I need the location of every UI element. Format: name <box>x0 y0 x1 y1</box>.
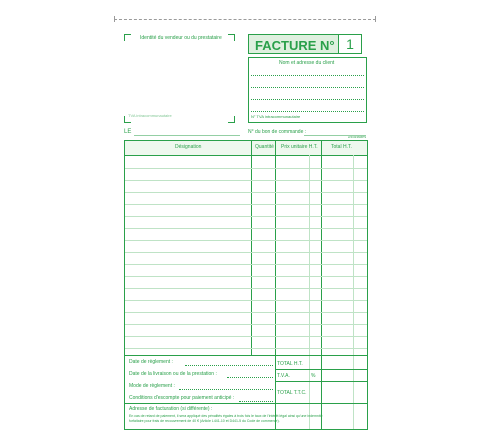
order-number-label: N° du bon de commande : <box>248 129 307 135</box>
header-unit-price: Prix unitaire H.T. <box>281 144 318 150</box>
table-row <box>125 228 367 229</box>
table-row <box>125 288 367 289</box>
seller-vat-label: TVA intracommunautaire <box>128 113 172 118</box>
invoice-title-box <box>248 34 362 54</box>
table-header <box>125 141 367 156</box>
billing-address-label: Adresse de facturation (si différente) : <box>129 406 213 412</box>
column-divider <box>275 141 276 429</box>
table-row <box>125 252 367 253</box>
delivery-date-label: Date de la livraison ou de la prestation : <box>129 371 217 377</box>
items-table <box>124 140 368 430</box>
table-row <box>125 324 367 325</box>
delivery-date-line <box>227 377 273 378</box>
client-box <box>248 57 367 123</box>
tva-label: T.V.A. <box>277 373 290 379</box>
billing-separator <box>125 403 367 404</box>
discount-label: Conditions d'escompte pour paiement anticipé : <box>129 395 235 401</box>
client-line <box>251 75 364 76</box>
invoice-title: FACTURE N° <box>255 38 335 53</box>
header-designation: Désignation <box>175 144 202 150</box>
perforation-tick-left <box>114 16 115 22</box>
table-row <box>125 300 367 301</box>
client-line <box>251 99 364 100</box>
table-row <box>125 276 367 277</box>
client-line <box>251 87 364 88</box>
date-line <box>134 135 240 136</box>
table-row <box>125 168 367 169</box>
payment-date-line <box>185 365 273 366</box>
table-row <box>125 336 367 337</box>
header-quantity: Quantité <box>255 144 274 150</box>
seller-corner-tl <box>124 34 131 41</box>
table-row <box>125 180 367 181</box>
column-divider <box>353 155 354 429</box>
total-ht-label: TOTAL H.T. <box>277 361 303 367</box>
table-row <box>125 192 367 193</box>
column-divider <box>309 155 310 429</box>
seller-corner-br <box>228 116 235 123</box>
table-row <box>125 348 367 349</box>
totals-line <box>275 369 367 370</box>
table-row <box>125 264 367 265</box>
client-vat-label: N° TVA intracommunautaire <box>251 114 301 119</box>
payment-mode-line <box>179 389 273 390</box>
table-row <box>125 204 367 205</box>
perforation-tick-right <box>375 16 376 22</box>
client-name-label: Nom et adresse du client <box>279 60 335 66</box>
discount-line <box>239 401 273 402</box>
seller-identity-label: Identité du vendeur ou du prestataire <box>140 35 222 41</box>
legal-notice-1: En cas de retard de paiement, il sera appliqué des pénalités égales à trois fois le taux de l'intérêt légal ainsi qu'une indemnité <box>129 414 323 418</box>
tva-percent: % <box>311 373 316 379</box>
table-row <box>125 240 367 241</box>
payment-mode-label: Mode de règlement : <box>129 383 175 389</box>
invoice-number: 1 <box>338 35 361 53</box>
date-label: LE <box>124 129 132 135</box>
table-row <box>125 216 367 217</box>
legal-notice-2: forfaitaire pour frais de recouvrement de 40 € (Article L441-10 et D441-5 du Code de commerce). <box>129 419 280 423</box>
totals-line <box>275 381 367 382</box>
perforation-line <box>114 19 376 20</box>
table-row <box>125 312 367 313</box>
total-ttc-label: TOTAL T.T.C. <box>277 390 307 396</box>
footer-separator <box>125 355 367 356</box>
client-line <box>251 111 364 112</box>
reference-code: 2/4/3236MPS <box>348 135 367 139</box>
payment-date-label: Date de règlement : <box>129 359 173 365</box>
seller-corner-tr <box>228 34 235 41</box>
column-divider <box>321 141 322 429</box>
header-total: Total H.T. <box>331 144 352 150</box>
